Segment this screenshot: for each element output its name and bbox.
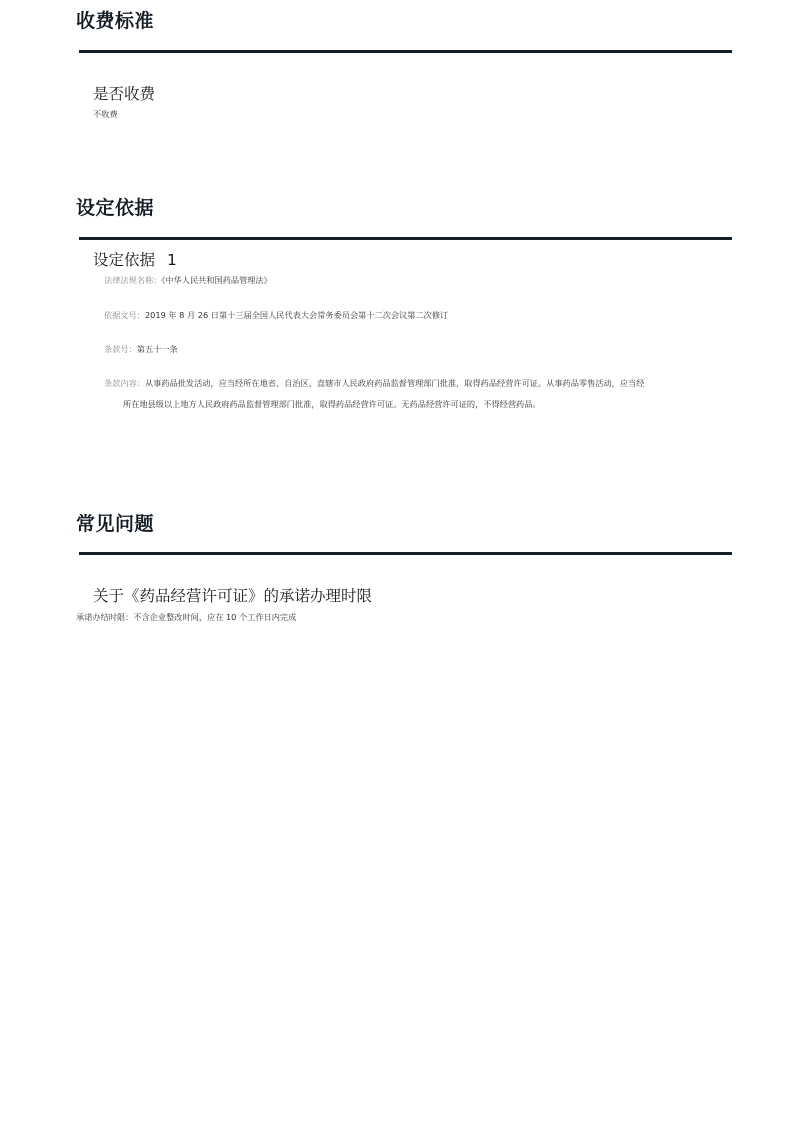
fee-item-title: 是否收费	[93, 85, 156, 103]
article-number-row	[104, 343, 178, 355]
faq-question: 关于《药品经营许可证》的承诺办理时限	[93, 587, 373, 605]
basis-section-title: 设定依据	[76, 197, 155, 219]
law-name-row	[104, 274, 272, 286]
basis-item-title	[93, 250, 177, 270]
faq-answer: 承诺办结时限：不含企业整改时间，应在 10 个工作日内完成	[76, 612, 297, 622]
doc-number-label: 依据文号：	[104, 310, 145, 320]
law-name-value: 《中华人民共和国药品管理法》	[161, 275, 272, 285]
article-content-line1: 从事药品批发活动，应当经所在地省、自治区、直辖市人民政府药品监督管理部门批准，取得药品经营许可证。从事药品零售活动，应当经	[144, 378, 645, 388]
basis-item-number: 1	[167, 251, 177, 269]
law-name-label: 法律法规名称：	[104, 275, 162, 285]
basis-section-divider	[79, 237, 732, 240]
article-content-label: 条款内容：	[104, 378, 145, 388]
article-content-line2: 所在地县级以上地方人民政府药品监督管理部门批准，取得药品经营许可证。无药品经营许可证的，不得经营药品。	[123, 399, 541, 409]
fee-section-title: 收费标准	[76, 10, 155, 32]
fee-item-value: 不收费	[93, 109, 118, 119]
faq-section-divider	[79, 552, 732, 555]
doc-number-value: 2019 年 8 月 26 日第十三届全国人民代表大会常务委员会第十二次会议第二次修订	[144, 310, 449, 320]
article-number-value: 第五十一条	[136, 344, 178, 354]
article-number-label: 条款号：	[104, 344, 137, 354]
fee-section-divider	[79, 50, 732, 53]
basis-item-title-text: 设定依据	[93, 251, 156, 269]
faq-section-title: 常见问题	[76, 513, 155, 535]
doc-number-row	[104, 309, 448, 321]
article-content-row	[104, 377, 644, 389]
